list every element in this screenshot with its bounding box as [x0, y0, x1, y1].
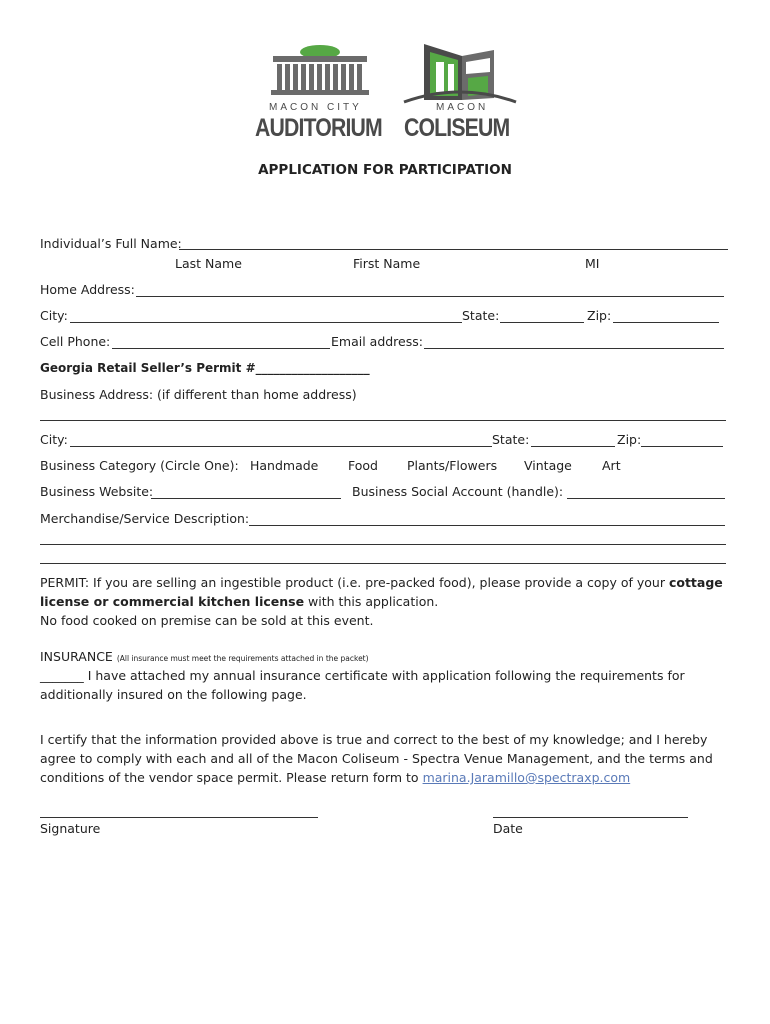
business-city-field[interactable] — [70, 446, 492, 447]
social-label: Business Social Account (handle): — [352, 484, 564, 499]
permit-label: Georgia Retail Seller’s Permit #___________________ — [40, 361, 370, 375]
auditorium-logo-top: MACON CITY — [269, 102, 362, 113]
business-city-label: City: — [40, 432, 68, 447]
permit-note-food: No food cooked on premise can be sold at this event. — [40, 613, 374, 628]
date-label: Date — [493, 821, 523, 836]
category-art[interactable]: Art — [602, 458, 621, 473]
email-label: Email address: — [331, 334, 423, 349]
last-name-caption: Last Name — [175, 256, 242, 271]
zip-field[interactable] — [613, 322, 719, 323]
permit-note — [40, 573, 730, 630]
cell-phone-field[interactable] — [112, 348, 330, 349]
cell-phone-label: Cell Phone: — [40, 334, 111, 349]
coliseum-logo — [400, 40, 520, 150]
merch-field-1[interactable] — [249, 525, 725, 526]
category-handmade[interactable]: Handmade — [250, 458, 319, 473]
insurance-statement: I have attached my annual insurance certificate with application following the requirements for additionally insured on the following page. — [40, 668, 685, 702]
auditorium-building-icon — [265, 40, 375, 98]
return-email-link[interactable]: marina.Jaramillo@spectraxp.com — [422, 770, 631, 785]
auditorium-logo-main: AUDITORIUM — [255, 114, 382, 142]
merch-field-2[interactable] — [40, 544, 726, 545]
signature-field[interactable] — [40, 817, 318, 818]
home-address-label: Home Address: — [40, 282, 135, 297]
page-title: APPLICATION FOR PARTICIPATION — [258, 162, 512, 178]
merch-field-3[interactable] — [40, 563, 726, 564]
business-zip-label: Zip: — [617, 432, 642, 447]
full-name-field[interactable] — [179, 249, 728, 250]
state-field[interactable] — [500, 322, 584, 323]
certify-statement: I certify that the information provided above is true and correct to the best of my knowledge; and I hereby agree to comply with each and all of the Macon Coliseum - Spectra Venue Management, and the terms and conditions of the vendor space permit. Please return form to — [40, 732, 713, 785]
zip-label: Zip: — [587, 308, 612, 323]
category-vintage[interactable]: Vintage — [524, 458, 572, 473]
auditorium-logo — [255, 40, 385, 150]
insurance-heading-row — [40, 649, 369, 664]
business-category-label: Business Category (Circle One): — [40, 458, 239, 473]
business-address-field[interactable] — [40, 420, 726, 421]
permit-note-text: PERMIT: If you are selling an ingestible product (i.e. pre-packed food), please provide a copy of your — [40, 575, 669, 590]
insurance-heading: INSURANCE — [40, 649, 113, 664]
insurance-text — [40, 666, 730, 704]
state-label: State: — [462, 308, 500, 323]
city-field[interactable] — [70, 322, 462, 323]
coliseum-building-icon — [402, 42, 518, 104]
business-address-label: Business Address: (if different than home address) — [40, 387, 357, 402]
permit-note-bold: cottage license or commercial kitchen license — [40, 575, 723, 609]
first-name-caption: First Name — [353, 256, 421, 271]
full-name-label: Individual’s Full Name: — [40, 236, 182, 251]
business-zip-field[interactable] — [641, 446, 723, 447]
email-field[interactable] — [424, 348, 724, 349]
permit-note-text-end: with this application. — [304, 594, 439, 609]
city-label: City: — [40, 308, 68, 323]
business-state-label: State: — [492, 432, 530, 447]
insurance-blank[interactable]: _______ — [40, 668, 84, 683]
mi-caption: MI — [585, 256, 600, 271]
certify-text — [40, 730, 730, 787]
category-food[interactable]: Food — [348, 458, 378, 473]
category-plants-flowers[interactable]: Plants/Flowers — [407, 458, 498, 473]
insurance-note: (All insurance must meet the requirements attached in the packet) — [116, 654, 369, 663]
date-field[interactable] — [493, 817, 688, 818]
home-address-field[interactable] — [136, 296, 724, 297]
website-label: Business Website: — [40, 484, 154, 499]
business-state-field[interactable] — [531, 446, 615, 447]
signature-label: Signature — [40, 821, 101, 836]
social-field[interactable] — [567, 498, 725, 499]
coliseum-logo-top: MACON — [436, 102, 489, 113]
website-field[interactable] — [151, 498, 341, 499]
merch-label: Merchandise/Service Description: — [40, 511, 250, 526]
coliseum-logo-main: COLISEUM — [404, 114, 510, 142]
